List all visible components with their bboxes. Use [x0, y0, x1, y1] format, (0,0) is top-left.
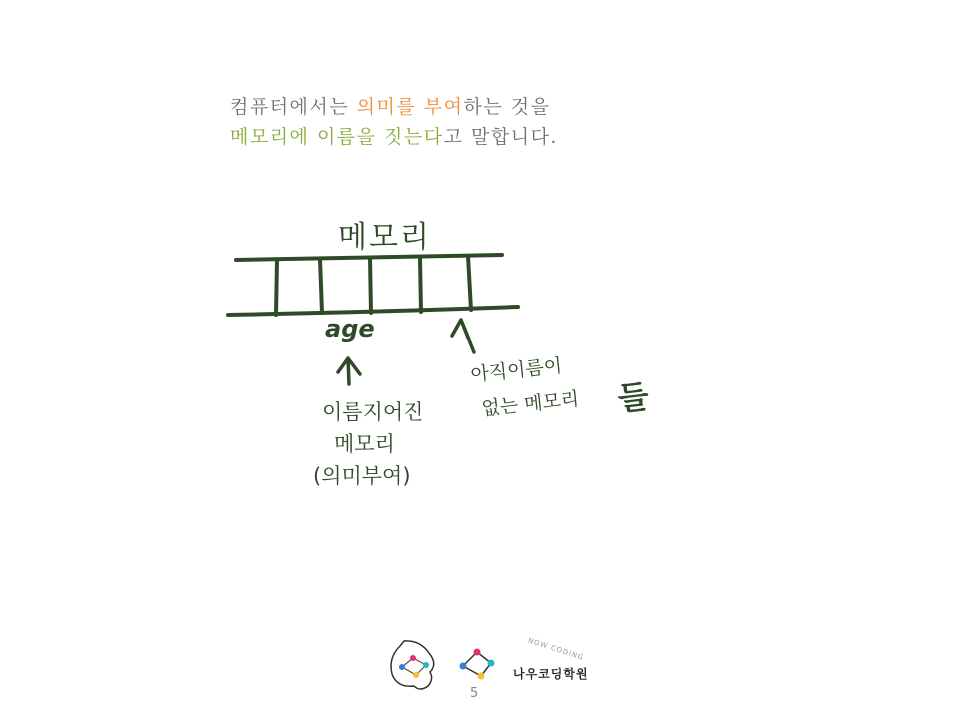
unnamed-memory-note-line-1: 아직이름이	[469, 354, 564, 387]
network-logo-icon	[460, 649, 495, 680]
memory-label: 메모리	[338, 220, 431, 255]
headline-text: 고 말합니다.	[443, 126, 558, 148]
page-number: 5	[470, 686, 479, 701]
brand-name: 나우코딩학원	[513, 667, 589, 681]
variable-name-age: age	[325, 315, 375, 343]
named-memory-note-line-1: 이름지어진	[322, 400, 424, 424]
unnamed-memory-note-line-2: 없는 메모리	[480, 387, 581, 421]
named-memory-note-line-2: 메모리	[334, 432, 395, 456]
headline-text: 컴퓨터에서는	[230, 96, 357, 118]
headline-emphasis-meaning: 의미를 부여	[356, 96, 464, 118]
brand-small-text: NOW CODING	[527, 636, 586, 663]
named-memory-note-line-3: (의미부여)	[313, 464, 411, 488]
brain-logo-icon	[391, 641, 434, 689]
headline-emphasis-naming: 메모리에 이름을 짓는다	[230, 126, 444, 148]
headline-text: 하는 것을	[463, 96, 551, 118]
unnamed-memory-note-plural: 들	[615, 376, 651, 419]
